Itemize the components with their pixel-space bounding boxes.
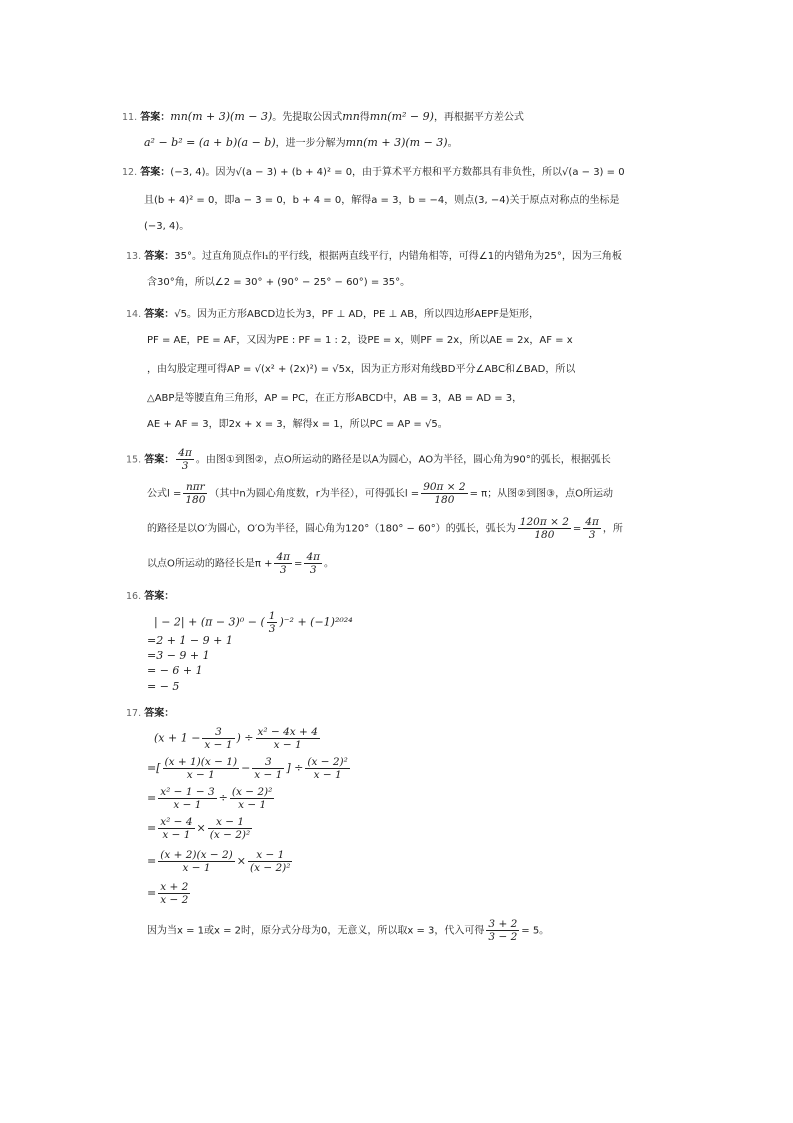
q15-line1: 15. 答案： $\frac{4\pi}{3}$ 。由图①到图②，点O所运动的路径是以A为圆心，AO为半径，圆心角为90°的弧长，根据弧长 (126, 447, 611, 472)
q17-conclusion: 因为当x = 1或x = 2时，原分式分母为0，无意义，所以取x = 3，代入可得 $\frac{3 + 2}{3 - 2}$ = 5。 (147, 918, 550, 943)
q17-step2: =[ $\frac{(x + 1)(x - 1)}{x - 1}$ − $\frac{3}{x - 1}$ ] ÷ $\frac{\text{(x − 2)²}}{x - 1}$ (147, 756, 348, 781)
fraction: $\frac{(x + 1)(x - 1)}{x - 1}$ (164, 756, 238, 781)
q15-answer-label: 答案： (144, 454, 175, 466)
q14-line4: △ABP是等腰直角三角形，AP = PC，在正方形ABCD中，AB = 3，AB = AD = 3， (147, 393, 523, 404)
q13-number: 13. (126, 251, 142, 262)
fraction: $\frac{x - 1}{\text{(x − 2)²}}$ (209, 816, 251, 841)
q11-answer-label: 答案： (140, 112, 171, 123)
fraction: $\frac{90\pi \times 2}{180}$ (423, 481, 466, 506)
q11-number: 11. (122, 112, 138, 123)
q16-step1: | − 2| + (π − 3)⁰ − ( $\frac{1}{3}$ )⁻² + (−1)²⁰²⁴ (154, 610, 353, 635)
q15-line3: 的路径是以O′为圆心，O′O为半径，圆心角为120°（180° − 60°）的弧长，弧长为 $\frac{120\pi \times 2}{180}$ = $\frac{4\pi}{3}$ ，所 (147, 516, 623, 541)
q16-step3: =3 − 9 + 1 (147, 649, 210, 662)
q11-line1: 11. 答案：mn(m + 3)(m − 3)。先提取公因式mn得mn(m² − 9)，再根据平方差公式 (122, 110, 524, 123)
q13-line2: 含30°角，所以∠2 = 30° + (90° − 25° − 60°) = 35°。 (147, 277, 411, 288)
q14-line1: 14. 答案：√5。因为正方形ABCD边长为3，PF ⊥ AD，PE ⊥ AB，所以四边形AEPF是矩形， (126, 309, 540, 320)
q14-line2: PF = AE，PE = AF，又因为PE : PF = 1 : 2，设PE = x，则PF = 2x，所以AE = 2x，AF = x (147, 335, 573, 346)
q16-step5: = − 5 (147, 680, 180, 693)
q14-number: 14. (126, 309, 142, 320)
q16-answer-label: 答案： (144, 591, 175, 602)
fraction: $\frac{1}{3}$ (268, 610, 276, 635)
fraction: $\frac{\text{(x − 2)²}}{x - 1}$ (231, 786, 273, 811)
q16-step2: =2 + 1 − 9 + 1 (147, 634, 233, 647)
fraction: $\frac{\text{x² − 4x + 4}}{x - 1}$ (257, 726, 318, 751)
q14-line5: AE + AF = 3，即2x + x = 3，解得x = 1，所以PC = AP = √5。 (147, 419, 448, 430)
fraction: $\frac{3}{x - 1}$ (204, 726, 233, 751)
q12-line1: 12. 答案：(−3, 4)。因为√(a − 3) + (b + 4)² = 0，由于算术平方根和平方数都具有非负性，所以√(a − 3) = 0 (122, 167, 625, 178)
q16-step4: = − 6 + 1 (147, 664, 203, 677)
q17-step5: = $\frac{(x + 2)(x - 2)}{x - 1}$ × $\frac{x - 1}{\text{(x − 2)²}}$ (147, 849, 291, 874)
q17-step3: = $\frac{\text{x² − 1 − 3}}{x - 1}$ ÷ $\frac{\text{(x − 2)²}}{x - 1}$ (147, 786, 273, 811)
fraction: $\frac{\text{x² − 4}}{x - 1}$ (160, 816, 193, 841)
q13-answer-label: 答案： (144, 251, 175, 262)
q17-step1: (x + 1 − $\frac{3}{x - 1}$ ) ÷ $\frac{\text{x² − 4x + 4}}{x - 1}$ (154, 726, 318, 751)
q14-line3: ，由勾股定理可得AP = √(x² + (2x)²) = √5x，因为正方形对角线BD平分∠ABC和∠BAD，所以 (147, 364, 576, 375)
q17-step4: = $\frac{\text{x² − 4}}{x - 1}$ × $\frac{x - 1}{\text{(x − 2)²}}$ (147, 816, 251, 841)
q17-step6: = $\frac{x + 2}{x - 2}$ (147, 881, 189, 906)
q16-header (126, 590, 174, 604)
q12-line2: 且(b + 4)² = 0，即a − 3 = 0，b + 4 = 0，解得a = 3，b = −4，则点(3, −4)关于原点对称点的坐标是 (144, 195, 620, 206)
fraction: $\frac{x - 1}{\text{(x − 2)²}}$ (249, 849, 291, 874)
q13-line1: 13. 答案：35°。过直角顶点作l₁的平行线，根据两直线平行，内错角相等，可得∠1的内错角为25°，因为三角板 (126, 251, 622, 262)
q15-line4: 以点O所运动的路径长是π + $\frac{4\pi}{3}$ = $\frac{4\pi}{3}$ 。 (147, 551, 335, 576)
q17-number: 17. (126, 708, 142, 719)
fraction: $\frac{4\pi}{3}$ (585, 516, 599, 541)
fraction: $\frac{\text{nπr}}{180}$ (185, 481, 206, 506)
fraction: $\frac{\text{x² − 1 − 3}}{x - 1}$ (160, 786, 215, 811)
fraction: $\frac{3}{x - 1}$ (254, 756, 283, 781)
q14-answer-label: 答案： (144, 309, 175, 320)
fraction: $\frac{3 + 2}{3 - 2}$ (488, 918, 518, 943)
q17-answer-label: 答案： (144, 708, 175, 719)
q12-answer-label: 答案： (140, 167, 171, 178)
q16-number: 16. (126, 591, 142, 602)
q12-number: 12. (122, 167, 138, 178)
fraction: $\frac{4\pi}{3}$ (276, 551, 291, 576)
q15-line2: 公式l = $\frac{\text{nπr}}{180}$ （其中n为圆心角度数，r为半径），可得弧长l = $\frac{90\pi \times 2}{180}$ = π；从图②到图③，点O所运动 (147, 481, 613, 506)
fraction: $\frac{120\pi \times 2}{180}$ (519, 516, 569, 541)
fraction: $\frac{\text{(x − 2)²}}{x - 1}$ (307, 756, 348, 781)
fraction: $\frac{(x + 2)(x - 2)}{x - 1}$ (160, 849, 233, 874)
fraction: $\frac{x + 2}{x - 2}$ (160, 881, 189, 906)
q17-header (126, 707, 174, 721)
q12-line3: (−3, 4)。 (144, 221, 190, 232)
fraction: $\frac{4\pi}{3}$ (306, 551, 321, 576)
q15-number: 15. (126, 454, 142, 466)
q11-line2: a² − b² = (a + b)(a − b)，进一步分解为mn(m + 3)(m − 3)。 (144, 136, 458, 149)
fraction: $\frac{4\pi}{3}$ (178, 447, 192, 472)
